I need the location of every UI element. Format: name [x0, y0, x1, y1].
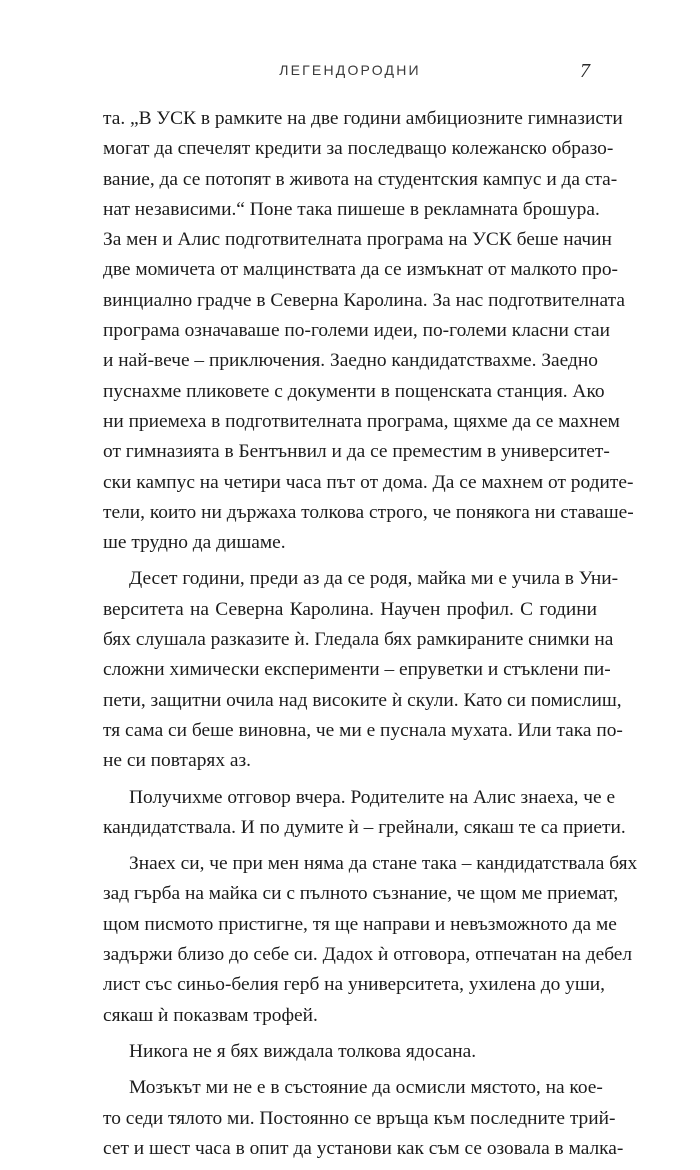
text-line: не си повтарях аз.: [103, 750, 251, 772]
text-line: щом писмото пристигне, тя ще направи и невъзможното да ме: [103, 913, 617, 935]
text-line: Никога не я бях виждала толкова ядосана.: [129, 1040, 477, 1062]
text-line: две момичета от малцинствата да се измъкнат от малкото про-: [103, 259, 618, 281]
body-text: [103, 104, 638, 1170]
text-line: ше трудно да дишаме.: [103, 532, 286, 554]
text-line: тя сама си беше виновна, че ми е пуснала мухата. Или така по-: [103, 719, 623, 741]
text-line: зад гърба на майка си с пълното съзнание, че щом ме приемат,: [103, 883, 619, 905]
text-line: лист със синьо-белия герб на университета, ухилена до уши,: [103, 974, 606, 996]
paragraph: [103, 564, 623, 776]
text-line: ни приемеха в подготвителната програма, щяхме да се махнем: [103, 410, 620, 432]
text-line: кандидатствала. И по думите ѝ – грейнали, сякаш те са приети.: [103, 816, 626, 838]
text-line: могат да спечелят кредити за последващо колежанско образо-: [103, 138, 614, 160]
text-line: ски кампус на четири часа път от дома. Да се махнем от родите-: [103, 471, 634, 493]
text-line: За мен и Алис подготвителната програма на УСК беше начин: [103, 229, 612, 251]
paragraph: [103, 849, 638, 1031]
text-line: сякаш ѝ показвам трофей.: [103, 1004, 318, 1026]
text-line: Мозъкът ми не е в състояние да осмисли мястото, на кое-: [129, 1077, 603, 1099]
text-line: от гимназията в Бентънвил и да се преместим в университет-: [103, 441, 610, 463]
text-line: сложни химически експерименти – епруветки и стъклени пи-: [103, 659, 611, 681]
text-line: Десет години, преди аз да се родя, майка ми е учила в Уни-: [129, 568, 619, 590]
paragraph: [103, 783, 626, 844]
text-line: тели, които ни държаха толкова строго, че понякога ни ставаше-: [103, 501, 634, 523]
text-line: пуснахме пликовете с документи в пощенската станция. Ако: [103, 380, 605, 402]
text-line: програма означаваше по-големи идеи, по-големи класни стаи: [103, 320, 610, 342]
text-line: сет и шест часа в опит да установи как съм се озовала в малка-: [103, 1137, 624, 1159]
text-line: Получихме отговор вчера. Родителите на Алис знаеха, че е: [129, 786, 616, 808]
text-line: бях слушала разказите ѝ. Гледала бях рамкираните снимки на: [103, 629, 614, 651]
paragraph: [103, 104, 634, 558]
text-line: винциално градче в Северна Каролина. За нас подготвителната: [103, 289, 625, 311]
text-line: задържи близо до себе си. Дадох ѝ отговора, отпечатан на дебел: [103, 944, 633, 966]
text-line: то седи тялото ми. Постоянно се връща към последните трий-: [103, 1107, 616, 1129]
text-line: пети, защитни очила над високите ѝ скули. Като си помислиш,: [103, 689, 622, 711]
text-line: и най-вече – приключения. Заедно кандидатствахме. Заедно: [103, 350, 598, 372]
text-line: нат независими.“ Поне така пишеше в рекламната брошура.: [103, 198, 600, 220]
text-line: верситета на Северна Каролина. Научен профил. С години: [103, 598, 597, 620]
text-line: вание, да се потопят в живота на студентския кампус и да ста-: [103, 168, 618, 190]
text-line: Знаех си, че при мен няма да стане така – кандидатствала бях: [129, 853, 638, 875]
text-line: та. „В УСК в рамките на две години амбициозните гимназисти: [103, 108, 623, 129]
paragraph: [103, 1037, 597, 1067]
page-number: 7: [580, 60, 590, 82]
paragraph: [103, 1073, 624, 1164]
running-head: ЛЕГЕНДОРОДНИ: [279, 62, 421, 78]
